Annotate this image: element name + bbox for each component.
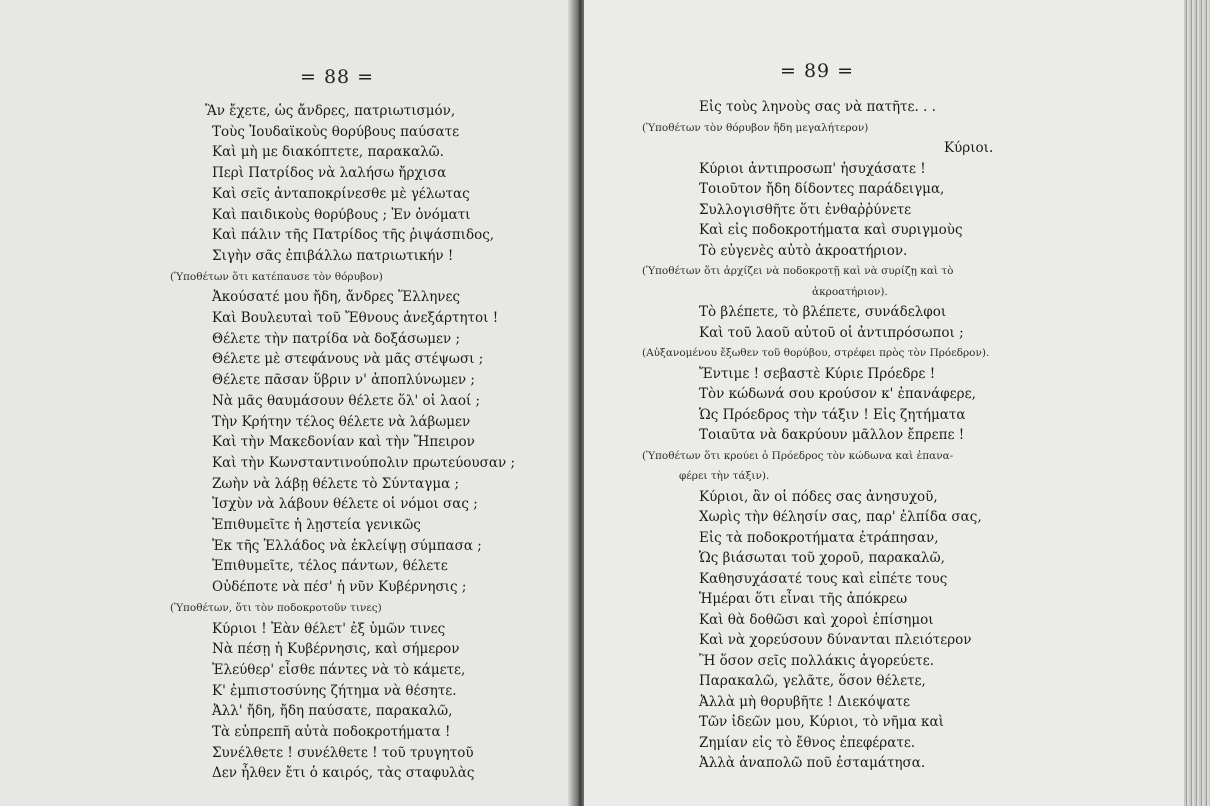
- verse-line: Συλλογισθῆτε ὅτι ἐνθαῤῥύνετε: [699, 201, 912, 218]
- verse-line: Τὸ εὐγενὲς αὐτὸ ἀκροατήριον.: [699, 242, 908, 259]
- verse-line: Κ' ἐμπιστοσύνης ζήτημα νὰ θέσητε.: [212, 682, 457, 699]
- right-page: [584, 0, 1184, 806]
- verse-line: Νὰ πέσῃ ἡ Κυβέρνησις, καὶ σήμερον: [212, 641, 460, 658]
- verse-line: Τὰ εὐπρεπῆ αὐτὰ ποδοκροτήματα !: [212, 724, 451, 740]
- verse-line: Ἀκούσατέ μου ἤδη, ἄνδρες Ἕλληνες: [212, 289, 461, 306]
- verse-line: Περὶ Πατρίδος νὰ λαλήσω ἤρχισα: [212, 165, 447, 182]
- verse-line: Ζωὴν νὰ λάβῃ θέλετε τὸ Σύνταγμα ;: [212, 475, 460, 492]
- stage-direction-line: (Ὑποθέτων τὸν θόρυβον ἤδη μεγαλήτερον): [642, 121, 869, 134]
- verse-line: Τῶν ἰδεῶν μου, Κύριοι, τὸ νῆμα καὶ: [699, 714, 944, 730]
- verse-line: Ὡς Πρόεδρος τὴν τάξιν ! Εἰς ζητήματα: [699, 406, 966, 423]
- verse-line: Τὸν κώδωνά σου κρούσον κ' ἐπανάφερε,: [699, 386, 976, 402]
- verse-line: Ἐπιθυμεῖτε, τέλος πάντων, θέλετε: [212, 558, 448, 575]
- stage-direction-line: ἀκροατήριον).: [812, 285, 888, 298]
- verse-line: Ἀλλ' ἤδη, ἤδη παύσατε, παρακαλῶ,: [212, 703, 453, 720]
- verse-line: Ζημίαν εἰς τὸ ἔθνος ἐπεφέρατε.: [699, 734, 916, 751]
- verse-line: Καὶ μὴ με διακόπτετε, παρακαλῶ.: [212, 144, 444, 161]
- verse-line: Ἀλλὰ μὴ θορυβῆτε ! Διεκόψατε: [699, 693, 910, 710]
- verse-line: Θέλετε τὴν πατρίδα νὰ δοξάσωμεν ;: [212, 330, 461, 347]
- verse-line: Καὶ τὴν Κωνσταντινούπολιν πρωτεύουσαν ;: [212, 454, 515, 471]
- left-page: [0, 0, 580, 806]
- verse-line: Τοιοῦτον ἤδη δίδοντες παράδειγμα,: [699, 181, 945, 197]
- verse-line: Ἡμέραι ὅτι εἶναι τῆς ἀπόκρεω: [699, 591, 908, 607]
- verse-line: Καὶ Βουλευταὶ τοῦ Ἔθνους ἀνεξάρτητοι !: [212, 310, 499, 326]
- verse-line: Θέλετε μὲ στεφάνους νὰ μᾶς στέψωσι ;: [212, 351, 484, 368]
- verse-line: Ὡς βιάσωται τοῦ χοροῦ, παρακαλῶ,: [699, 550, 945, 566]
- verse-line: Χωρὶς τὴν θέλησίν σας, παρ' ἐλπίδα σας,: [699, 509, 982, 525]
- verse-line: Τοιαῦτα νὰ δακρύουν μᾶλλον ἔπρεπε !: [699, 427, 965, 443]
- stage-direction-line: (Αὐξανομένου ἔξωθεν τοῦ θορύβου, στρέφει πρὸς τὸν Πρόεδρον).: [642, 347, 990, 359]
- verse-line: Κύριοι.: [944, 140, 994, 156]
- verse-line: Καὶ θὰ δοθῶσι καὶ χοροὶ ἐπίσημοι: [699, 611, 934, 628]
- verse-line: Τὸ βλέπετε, τὸ βλέπετε, συνάδελφοι: [699, 304, 947, 320]
- verse-line: Κύριοι ἀντιπροσωπ' ἡσυχάσατε !: [699, 160, 926, 177]
- verse-line: Νὰ μᾶς θαυμάσουν θέλετε ὅλ' οἱ λαοί ;: [212, 392, 481, 409]
- verse-line: Καὶ εἰς ποδοκροτήματα καὶ συριγμοὺς: [699, 222, 963, 238]
- verse-line: Συνέλθετε ! συνέλθετε ! τοῦ τρυγητοῦ: [212, 744, 474, 761]
- verse-line: Παρακαλῶ, γελᾶτε, ὅσον θέλετε,: [699, 673, 926, 689]
- verse-line: Τοὺς Ἰουδαϊκοὺς θορύβους παύσατε: [212, 123, 460, 140]
- verse-line: Καθησυχάσατέ τους καὶ εἰπέτε τους: [699, 570, 948, 587]
- verse-line: Ἰσχὺν νὰ λάβουν θέλετε οἱ νόμοι σας ;: [212, 496, 478, 513]
- stage-direction-line: (Ὑποθέτων, ὅτι τὸν ποδοκροτοῦν τινες): [170, 601, 382, 614]
- verse-line: Καὶ πάλιν τῆς Πατρίδος τῆς ῥιψάσπιδος,: [212, 227, 495, 244]
- verse-line: Καὶ νὰ χορεύσουν δύνανται πλειότερον: [699, 632, 972, 648]
- verse-line: Ἢ ὅσον σεῖς πολλάκις ἀγορεύετε.: [699, 652, 934, 669]
- verse-line: Καὶ παιδικοὺς θορύβους ; Ἐν ὀνόματι: [212, 206, 471, 223]
- verse-line: Δεν ἦλθεν ἔτι ὁ καιρός, τὰς σταφυλὰς: [212, 765, 475, 782]
- stage-direction-line: (Ὑποθέτων ὅτι κρούει ὁ Πρόεδρος τὸν κώδωνα καὶ ἐπανα-: [642, 449, 954, 462]
- left-page-number: = 88 =: [300, 66, 375, 88]
- verse-line: Οὐδέποτε νὰ πέσ' ἡ νῦν Κυβέρνησις ;: [212, 579, 467, 596]
- verse-line: Ἔντιμε ! σεβαστὲ Κύριε Πρόεδρε !: [699, 365, 936, 382]
- verse-line: Καὶ σεῖς ἀνταποκρίνεσθε μὲ γέλωτας: [212, 185, 470, 202]
- stage-direction-line: (Ὑποθέτων ὅτι κατέπαυσε τὸν θόρυβον): [170, 270, 383, 283]
- verse-line: Τὴν Κρήτην τέλος θέλετε νὰ λάβωμεν: [212, 413, 471, 430]
- verse-line: Ἀλλὰ ἀναπολῶ ποῦ ἐσταμάτησα.: [699, 755, 926, 771]
- verse-line: Ἐπιθυμεῖτε ἡ λῃστεία γενικῶς: [212, 517, 421, 533]
- verse-line: Εἰς τὰ ποδοκροτήματα ἐτράπησαν,: [699, 529, 939, 546]
- verse-line: Κύριοι, ἂν οἱ πόδες σας ἀνησυχοῦ,: [699, 488, 938, 505]
- page-edges: [1184, 0, 1210, 806]
- verse-line: Καὶ τὴν Μακεδονίαν καὶ τὴν Ἤπειρον: [212, 434, 475, 451]
- verse-line: Εἰς τοὺς ληνοὺς σας νὰ πατῆτε. . .: [699, 99, 936, 115]
- verse-line: Σιγὴν σᾶς ἐπιβάλλω πατριωτικήν !: [212, 247, 454, 264]
- verse-line: Ἐλεύθερ' εἶσθε πάντες νὰ τὸ κάμετε,: [212, 661, 466, 678]
- stage-direction-line: (Ὑποθέτων ὅτι ἀρχίζει νὰ ποδοκροτῇ καὶ νὰ συρίζῃ καὶ τὸ: [642, 265, 954, 277]
- verse-line: Θέλετε πᾶσαν ὕβριν ν' ἀποπλύνωμεν ;: [212, 372, 475, 389]
- verse-line: Ἐκ τῆς Ἑλλάδος νὰ ἐκλείψῃ σύμπασα ;: [212, 537, 482, 554]
- right-page-number: = 89 =: [780, 60, 855, 82]
- verse-line: Κύριοι ! Ἐὰν θέλετ' ἐξ ὑμῶν τινες: [212, 620, 446, 637]
- verse-line: Καὶ τοῦ λαοῦ αὐτοῦ οἱ ἀντιπρόσωποι ;: [699, 324, 964, 341]
- verse-line: Ἂν ἔχετε, ὡς ἄνδρες, πατριωτισμόν,: [205, 103, 456, 119]
- stage-direction-line: φέρει τὴν τάξιν).: [679, 470, 770, 482]
